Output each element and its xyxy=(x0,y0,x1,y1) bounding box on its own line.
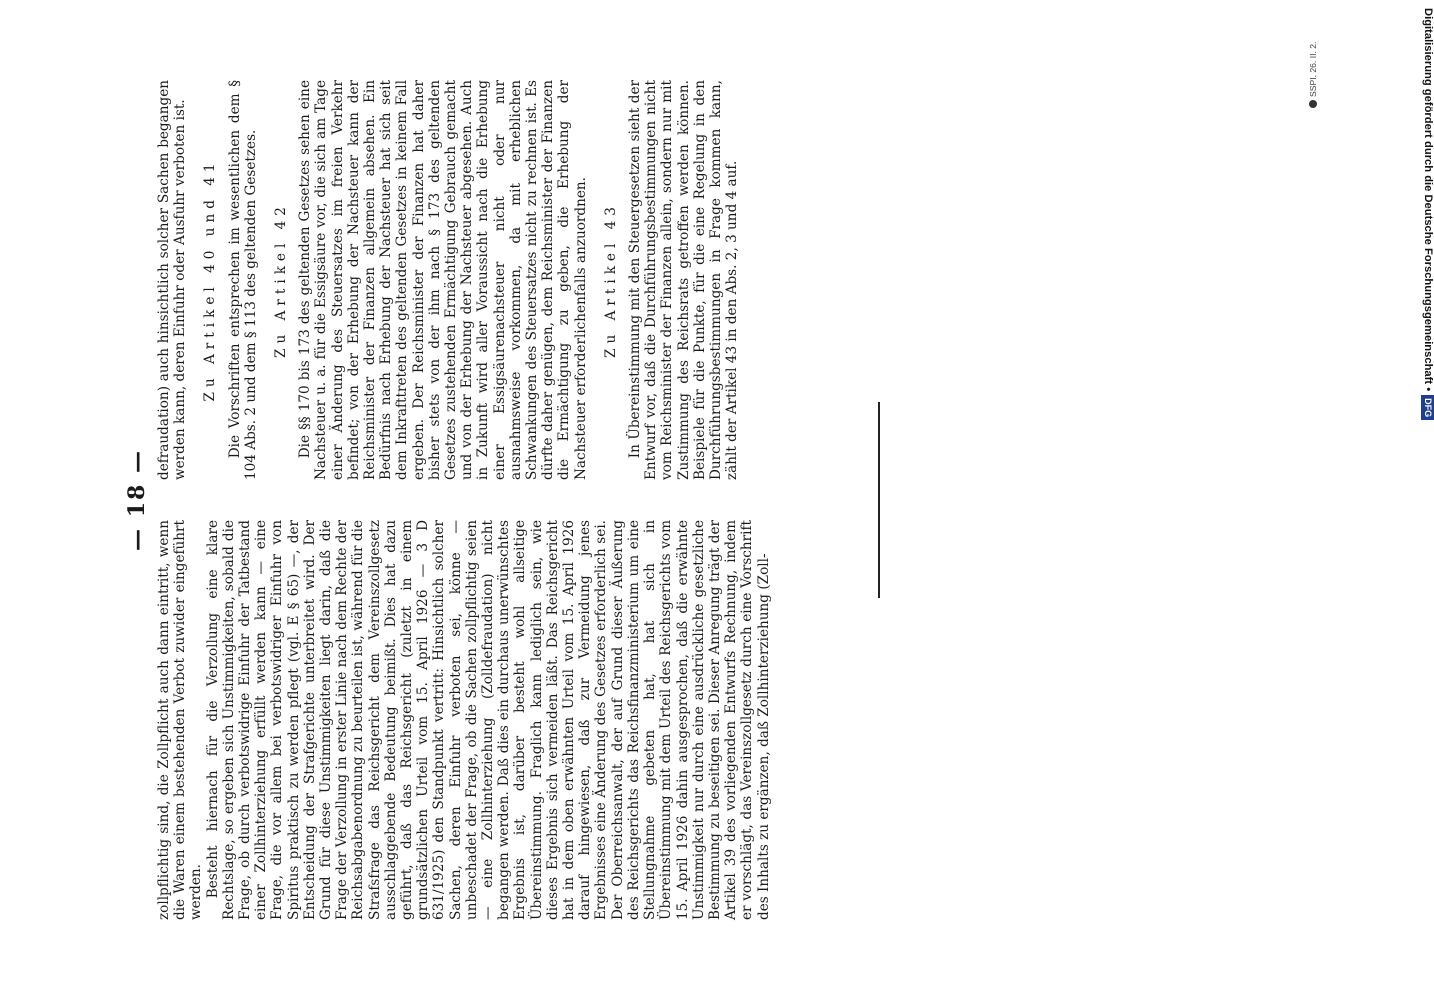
paragraph: In Übereinstimmung mit den Steuergesetzen sieht der Entwurf vor, daß die Durchführungsbestimmungen nicht vom Reichsminister der Finanzen allein, sondern nur mit Zustimmung des Reichsrats getroffen werden können. Beispiele für die Punkte, für die eine Regelung in den Durchführungsbestimmungen in Frage kommen kann, zählt der Artikel 43 in den Abs. 2, 3 und 4 auf. xyxy=(627,80,741,480)
library-stamp xyxy=(1306,18,1320,108)
digitisation-notice xyxy=(1420,8,1434,418)
paragraph: Die §§ 170 bis 173 des geltenden Gesetzes sehen eine Nachsteuer u. a. für die Essigsäure vor, die sich am Tage einer Änderung des Steuersatzes im freien Verkehr befindet; von der Erhebung der Nachsteuer kann der Reichsminister der Finanzen allgemein absehen. Ein Bedürfnis nach Erhebung der Nachsteuer hat sich seit dem Inkrafttreten des geltenden Gesetzes in keinem Fall ergeben. Der Reichsminister der Finanzen hat daher bisher stets von der ihm nach § 173 des geltenden Gesetzes zustehenden Ermächtigung Gebrauch gemacht und von der Erhebung der Nachsteuer abgesehen. Auch in Zukunft wird aller Voraussicht nach die Erhebung einer Essigsäurenachsteuer nicht oder nur ausnahmsweise vorkommen, da mit erheblichen Schwankungen des Steuersatzes nicht zu rechnen ist. Es dürfte daher genügen, dem Reichsminister der Finanzen die Ermächtigung zu geben, die Erhebung der Nachsteuer erforderlichenfalls anzuordnen. xyxy=(297,80,589,480)
stamp-seal-icon xyxy=(1309,100,1317,108)
page-end-rule xyxy=(878,402,880,598)
paragraph: defraudation) auch hinsichtlich solcher Sachen begangen werden kann, deren Einfuhr oder Ausfuhr verboten ist. xyxy=(156,80,189,480)
printed-page xyxy=(120,80,840,920)
stamp-text: SSPI. 26. II. 2. xyxy=(1308,41,1318,97)
paragraph: Die Vorschriften entsprechen im wesentlichen dem § 104 Abs. 2 und dem § 113 des geltenden Gesetzes. xyxy=(226,80,259,480)
section-heading-artikel-40-41: Zu Artikel 40 und 41 xyxy=(202,158,219,402)
dfg-logo: DFG xyxy=(1422,395,1434,420)
paragraph: zollpflichtig sind, die Zollpflicht auch dann eintritt, wenn die Waren einem bestehenden Verbot zuwider eingeführt werden. xyxy=(156,520,205,920)
section-heading-artikel-43: Zu Artikel 43 xyxy=(602,202,619,358)
right-column xyxy=(156,80,741,480)
digitisation-text: Digitalisierung gefördert durch die Deutsche Forschungsgemeinschaft • xyxy=(1422,8,1434,392)
section-heading-artikel-42: Zu Artikel 42 xyxy=(273,202,290,358)
page-number: — 18 — xyxy=(124,449,150,551)
left-column xyxy=(156,520,772,920)
paragraph: Besteht hiernach für die Verzollung eine klare Rechtslage, so ergeben sich Unstimmigkeiten, sobald die Frage, ob durch verbotswidrige Einfuhr der Tatbestand einer Zollhinterziehung erfüllt werden kann — eine Frage, die vor allem bei verbotswidriger Einfuhr von Spiritus praktisch zu werden pflegt (vgl. E § 65) —, der Entscheidung der Strafgerichte unterbreitet wird. Der Grund für diese Unstimmigkeiten liegt darin, daß die Frage der Verzollung in erster Linie nach dem Rechte der Reichsabgabenordnung zu beurteilen ist, während für die Strafsfrage das Reichsgericht dem Vereinszollgesetz ausschlaggebende Bedeutung beimißt. Dies hat dazu geführt, daß das Reichsgericht (zuletzt in einem grundsätzlichen Urteil vom 15. April 1926 — 3 D 631/1925) den Standpunkt vertritt: Hinsichtlich solcher Sachen, deren Einfuhr verboten sei, könne — unbeschadet der Frage, ob die Sachen zollpflichtig seien — eine Zollhinterziehung (Zolldefraudation) nicht begangen werden. Daß dies ein durchaus unerwünschtes Ergebnis ist, darüber besteht wohl allseitige Übereinstimmung. Fraglich kann lediglich sein, wie dieses Ergebnis sich vermeiden läßt. Das Reichsgericht hat in dem oben erwähnten Urteil vom 15. April 1926 darauf hingewiesen, daß zur Vermeidung jenes Ergebnisses eine Änderung des Gesetzes erforderlich sei. Der Oberreichsanwalt, der auf Grund dieser Äußerung des Reichsgerichts das Reichsfinanzministerium um eine Stellungnahme gebeten hat, hat sich in Übereinstimmung mit dem Urteil des Reichsgerichts vom 15. April 1926 dahin ausgesprochen, daß die erwähnte Unstimmigkeit nur durch eine ausdrückliche gesetzliche Bestimmung zu beseitigen sei. Dieser Anregung trägt der Artikel 39 des vorliegenden Entwurfs Rechnung, indem er vorschlägt, das Vereinszollgesetz durch eine Vorschrift des Inhalts zu ergänzen, daß Zollhinterziehung (Zoll- xyxy=(204,520,772,920)
